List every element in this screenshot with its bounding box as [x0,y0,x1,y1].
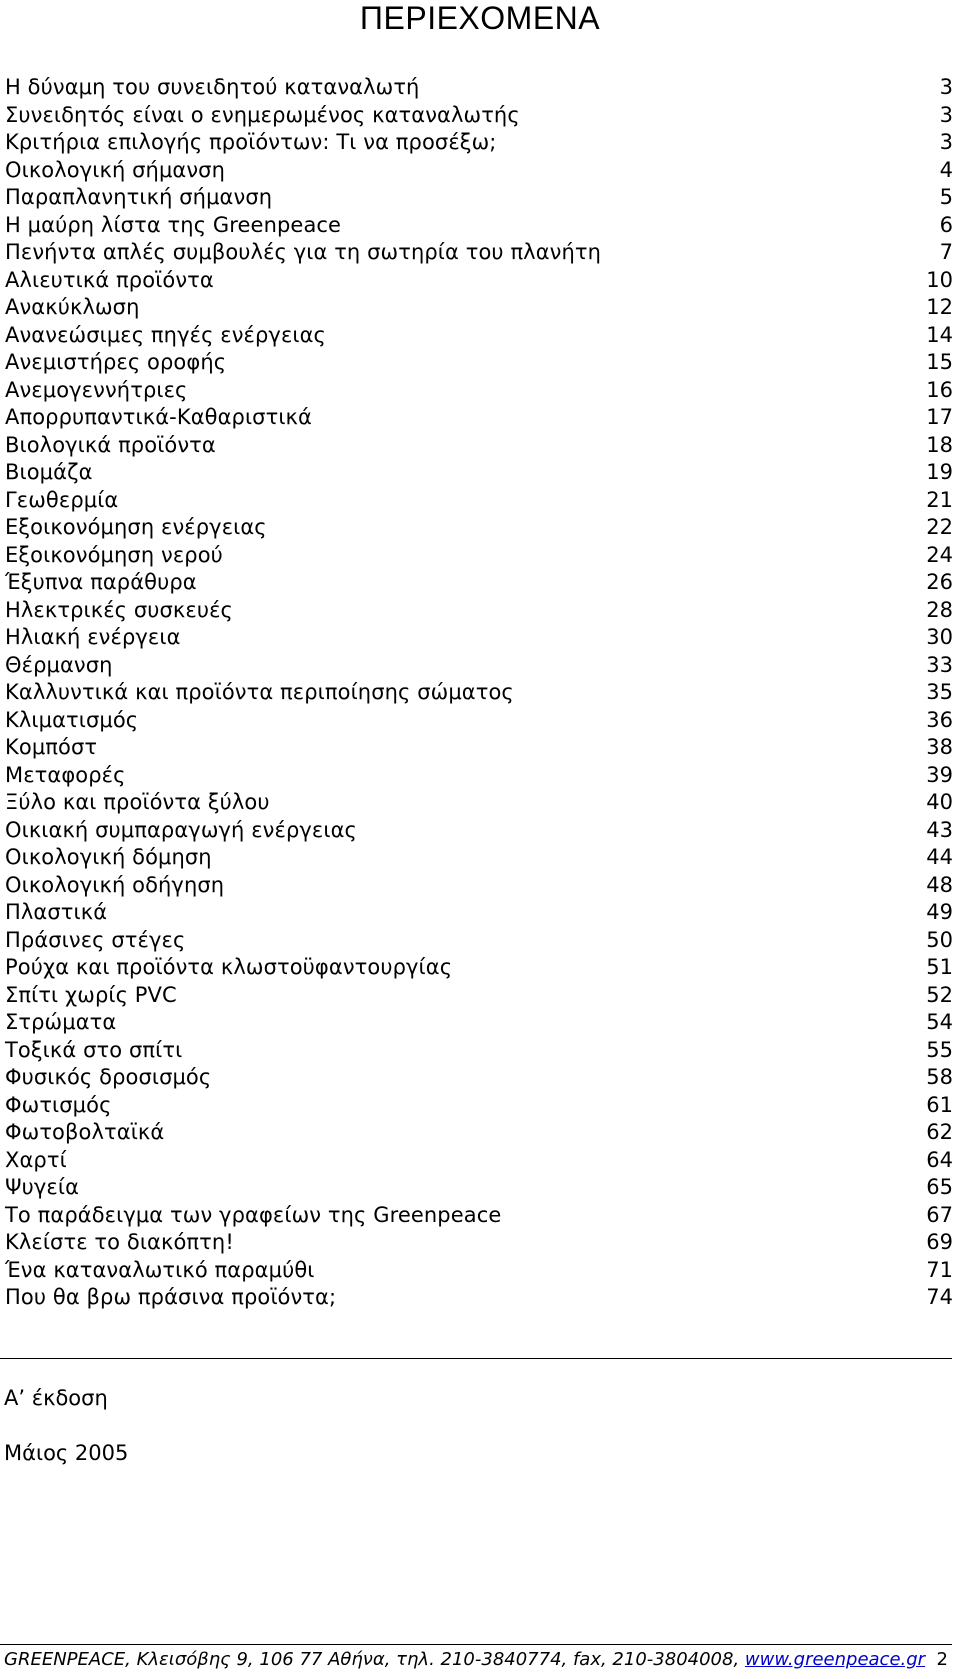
toc-entry-page: 40 [926,790,953,814]
toc-entry-label: Ρούχα και προϊόντα κλωστοϋφαντουργίας [5,955,453,979]
toc-entry-page: 3 [939,102,953,127]
toc-entry-page: 38 [926,735,953,759]
toc-entry-page: 74 [926,1285,953,1309]
toc-entry [5,569,953,597]
toc-entry-label: Γεωθερμία [5,487,119,512]
toc-entry-label: Η μαύρη λίστα της Greenpeace [5,212,342,237]
toc-entry-label: Απορρυπαντικά-Καθαριστικά [5,405,312,429]
toc-entry-page: 24 [926,542,953,567]
toc-entry-page: 30 [926,625,953,649]
toc-entry-label: Τοξικά στο σπίτι [5,1037,183,1062]
toc-entry-label: Ηλεκτρικές συσκευές [5,597,233,622]
toc-entry-label: Ανακύκλωση [5,295,140,319]
toc-entry-page: 71 [926,1257,953,1282]
toc-entry [5,74,953,102]
toc-entry-page: 50 [926,927,953,952]
toc-entry [5,927,953,955]
toc-entry-page: 19 [926,460,953,484]
toc-entry-page: 21 [926,487,953,512]
toc-entry [5,294,953,322]
toc-entry [5,679,953,707]
toc-entry-page: 7 [939,240,953,264]
toc-entry [5,899,953,927]
toc-entry [5,377,953,405]
toc-entry-page: 61 [926,1092,953,1117]
toc-entry-page: 51 [926,955,953,979]
toc-entry [5,1202,953,1230]
toc-entry [5,1037,953,1065]
toc-entry [5,872,953,900]
toc-entry-page: 65 [926,1175,953,1199]
toc-entry-page: 36 [926,707,953,732]
footer-website-link[interactable]: www.greenpeace.gr [744,1649,926,1670]
toc-entry-label: Παραπλανητική σήμανση [5,185,273,209]
toc-entry-page: 39 [926,762,953,787]
section-divider [0,1358,952,1359]
toc-entry-label: Κλείστε το διακόπτη! [5,1230,234,1254]
toc-entry [5,212,953,240]
toc-entry [5,982,953,1010]
toc-entry-page: 33 [926,652,953,677]
toc-entry [5,1064,953,1092]
toc-entry-page: 5 [939,185,953,209]
toc-entry-page: 28 [926,597,953,622]
toc-entry [5,817,953,845]
toc-entry-label: Χαρτί [5,1147,67,1172]
toc-entry [5,734,953,762]
toc-entry-page: 69 [926,1230,953,1254]
toc-entry-page: 3 [939,75,953,99]
toc-entry [5,954,953,982]
toc-entry-page: 26 [926,570,953,594]
toc-entry-label: Φωτισμός [5,1092,112,1117]
footer-page-number: 2 [936,1649,948,1670]
toc-entry-label: Ανανεώσιμες πηγές ενέργειας [5,322,326,347]
toc-entry [5,624,953,652]
toc-entry-page: 6 [939,212,953,237]
toc-entry [5,432,953,460]
footer-divider [0,1644,952,1645]
toc-entry-page: 52 [926,982,953,1007]
toc-entry-label: Στρώματα [5,1010,117,1034]
toc-entry [5,404,953,432]
toc-entry-label: Συνειδητός είναι ο ενημερωμένος καταναλωτής [5,102,520,127]
toc-entry-label: Σπίτι χωρίς PVC [5,982,177,1007]
toc-entry [5,184,953,212]
toc-entry-page: 43 [926,817,953,842]
toc-entry-page: 49 [926,900,953,924]
toc-entry [5,1284,953,1312]
toc-entry [5,1092,953,1120]
toc-entry [5,239,953,267]
toc-entry [5,1147,953,1175]
toc-entry-page: 22 [926,515,953,539]
toc-entry-label: Θέρμανση [5,652,113,677]
publication-date: Μάιος 2005 [4,1441,129,1465]
toc-entry-label: Φωτοβολταϊκά [5,1120,165,1144]
toc-entry [5,322,953,350]
toc-entry-label: Πλαστικά [5,900,108,924]
toc-entry [5,1174,953,1202]
toc-entry-label: Εξοικονόμηση νερού [5,542,223,567]
toc-entry-label: Ξύλο και προϊόντα ξύλου [5,790,270,814]
toc-entry-label: Πενήντα απλές συμβουλές για τη σωτηρία του πλανήτη [5,240,602,264]
toc-entry [5,1119,953,1147]
toc-entry [5,1009,953,1037]
toc-entry-page: 55 [926,1037,953,1062]
toc-entry-label: Οικολογική σήμανση [5,157,226,182]
toc-entry-label: Ανεμογεννήτριες [5,377,188,402]
toc-entry-label: Πράσινες στέγες [5,927,186,952]
page-title: ΠΕΡΙΕΧΟΜΕΝΑ [359,0,601,36]
toc-entry-page: 48 [926,872,953,897]
toc-entry [5,487,953,515]
toc-entry-label: Φυσικός δροσισμός [5,1065,212,1089]
toc-entry-label: Κλιματισμός [5,707,139,732]
toc-entry-label: Το παράδειγμα των γραφείων της Greenpeace [5,1202,502,1227]
toc-entry-page: 14 [926,322,953,347]
toc-entry [5,844,953,872]
page-footer [4,1648,948,1672]
toc-entry-label: Κομπόστ [5,735,98,759]
toc-entry-page: 4 [939,157,953,182]
toc-entry-label: Καλλυντικά και προϊόντα περιποίησης σώματος [5,680,514,704]
toc-entry-label: Εξοικονόμηση ενέργειας [5,515,267,539]
toc-entry [5,762,953,790]
toc-entry-page: 15 [926,350,953,374]
table-of-contents [5,74,953,1312]
toc-entry-page: 58 [926,1065,953,1089]
toc-entry [5,102,953,130]
toc-entry [5,789,953,817]
toc-entry [5,267,953,295]
toc-entry [5,597,953,625]
toc-entry-page: 54 [926,1010,953,1034]
toc-entry-label: Η δύναμη του συνειδητού καταναλωτή [5,75,420,99]
toc-entry [5,707,953,735]
toc-entry [5,514,953,542]
toc-entry-label: Οικολογική δόμηση [5,845,212,869]
toc-entry-label: Αλιευτικά προϊόντα [5,267,214,292]
toc-entry [5,652,953,680]
toc-entry-page: 18 [926,432,953,457]
footer-address: GREENPEACE, Κλεισόβης 9, 106 77 Αθήνα, τηλ. 210-3840774, fax, 210-3804008, [4,1649,740,1670]
toc-entry [5,129,953,157]
toc-entry-label: Βιομάζα [5,460,93,484]
toc-entry-label: Βιολογικά προϊόντα [5,432,216,457]
toc-entry-page: 67 [926,1202,953,1227]
toc-entry-label: Οικολογική οδήγηση [5,872,225,897]
edition-label: Α’ έκδοση [4,1386,108,1410]
toc-entry-label: Ανεμιστήρες οροφής [5,350,227,374]
toc-entry [5,1257,953,1285]
toc-entry-page: 10 [926,267,953,292]
toc-entry-page: 3 [939,130,953,154]
toc-entry-page: 62 [926,1120,953,1144]
toc-entry-page: 12 [926,295,953,319]
toc-entry [5,157,953,185]
toc-entry-page: 17 [926,405,953,429]
toc-entry-page: 16 [926,377,953,402]
toc-entry [5,1229,953,1257]
toc-entry-page: 44 [926,845,953,869]
toc-entry-label: Κριτήρια επιλογής προϊόντων: Τι να προσέξω; [5,130,497,154]
toc-entry [5,459,953,487]
toc-entry [5,349,953,377]
toc-entry-label: Έξυπνα παράθυρα [5,570,197,594]
toc-entry [5,542,953,570]
toc-entry-label: Που θα βρω πράσινα προϊόντα; [5,1285,337,1309]
toc-entry-label: Μεταφορές [5,762,126,787]
toc-entry-label: Ηλιακή ενέργεια [5,625,181,649]
toc-entry-label: Ένα καταναλωτικό παραμύθι [5,1257,315,1282]
toc-entry-page: 35 [926,680,953,704]
toc-entry-page: 64 [926,1147,953,1172]
toc-entry-label: Οικιακή συμπαραγωγή ενέργειας [5,817,357,842]
toc-entry-label: Ψυγεία [5,1175,80,1199]
